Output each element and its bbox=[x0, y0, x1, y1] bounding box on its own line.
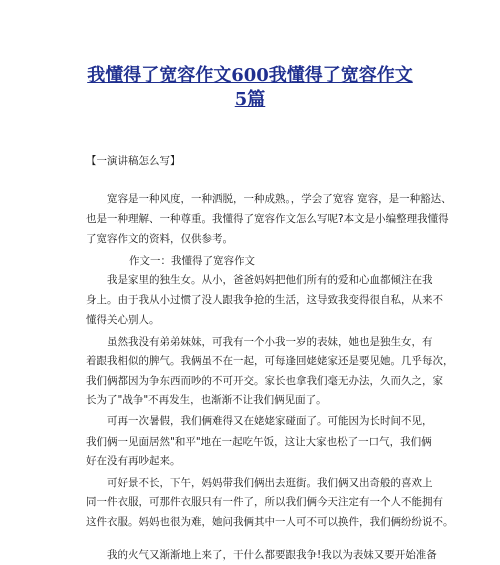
paragraph-line: 同一件衣服，可那件衣服只有一件了，所以我们俩今天注定有一个人不能拥有 bbox=[86, 496, 443, 508]
paragraph-line: 这件衣服。妈妈也很为难，她问我俩其中一人可不可以换件，我们俩纷纷说不。 bbox=[86, 516, 454, 528]
paragraph-line: 我们俩都因为争东西而吵的不可开交。家长也拿我们毫无办法，久而久之，家 bbox=[86, 375, 443, 387]
paragraph-line: 虽然我没有弟弟妹妹，可我有一个小我一岁的表妹，她也是独生女，有 bbox=[107, 336, 433, 348]
paragraph-line: 我是家里的独生女。从小，爸爸妈妈把他们所有的爱和心血都倾注在我 bbox=[107, 274, 433, 286]
intro-line: 也是一种理解、一种尊重。我懂得了宽容作文怎么写呢?本文是小编整理我懂得 bbox=[86, 213, 449, 225]
paragraph-line: 懂得关心别人。 bbox=[86, 314, 160, 326]
document-title-line1: 我懂得了宽容作文600我懂得了宽容作文 bbox=[87, 65, 413, 86]
paragraph-line: 着跟我相似的脾气。我俩虽不在一起，可每逢回姥姥家还是要见她。几乎每次， bbox=[86, 355, 454, 367]
essay-subheading: 作文一：我懂得了宽容作文 bbox=[129, 255, 255, 267]
paragraph-line: 我们俩一见面居然"和平"地在一起吃午饭，这让大家也松了一口气，我们俩 bbox=[86, 436, 432, 448]
document-title-line2: 5篇 bbox=[234, 89, 266, 110]
paragraph-line: 可再一次暑假，我们俩难得又在姥姥家碰面了。可能因为长时间不见， bbox=[107, 415, 433, 427]
intro-line: 了宽容作文的资料，仅供参考。 bbox=[86, 233, 233, 245]
paragraph-line: 好在没有再吵起来。 bbox=[86, 455, 181, 467]
paragraph-line: 可好景不长，下午，妈妈带我们俩出去逛街。我们俩又出奇般的喜欢上 bbox=[107, 477, 433, 489]
intro-line: 宽容是一种风度，一种洒脱，一种成熟。，学会了宽容 宽容，是一种豁达、 bbox=[107, 193, 452, 205]
paragraph-line: 身上。由于我从小过惯了没人跟我争抢的生活，这导致我变得很自私，从来不 bbox=[86, 294, 443, 306]
section-label: 【一演讲稿怎么写】 bbox=[86, 155, 181, 167]
paragraph-line: 长为了"战争"不再发生，也渐渐不让我们俩见面了。 bbox=[86, 394, 327, 406]
paragraph-line: 我的火气又渐渐地上来了，干什么都要跟我争!我以为表妹又要开始准备 bbox=[107, 549, 437, 561]
